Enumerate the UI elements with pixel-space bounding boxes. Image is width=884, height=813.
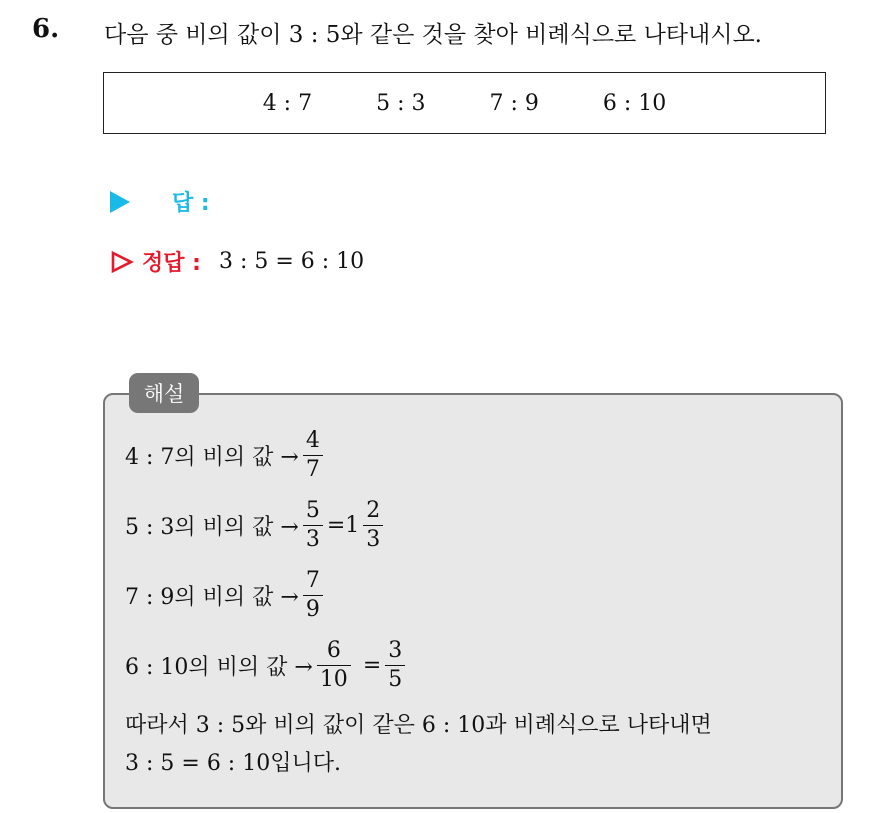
explanation-line: [125, 500, 387, 551]
explanation-line: [125, 640, 409, 691]
fraction-denominator: 9: [303, 595, 323, 621]
correct-answer-row: [110, 246, 364, 277]
line-text: 5 : 3의 비의 값 →: [125, 515, 299, 540]
mixed-whole: 1: [345, 513, 360, 538]
fraction-numerator: 6: [326, 638, 341, 663]
fraction-denominator: 3: [303, 525, 323, 551]
line-text: 7 : 9의 비의 값 →: [125, 585, 299, 610]
fraction: [363, 500, 383, 551]
fraction-numerator: 5: [305, 498, 320, 523]
choice-item: 6 : 10: [602, 90, 667, 116]
explanation-line: [125, 430, 327, 481]
answer-label: 답 :: [172, 191, 210, 216]
choices-box: [103, 72, 826, 134]
fraction-denominator: 3: [363, 525, 383, 551]
choice-item: 5 : 3: [376, 90, 426, 116]
explanation-conclusion: 따라서 3 : 5와 비의 값이 같은 6 : 10과 비례식으로 나타내면: [125, 713, 712, 738]
fraction-denominator: 10: [317, 665, 351, 691]
choice-item: 4 : 7: [262, 90, 313, 116]
equals-sign: =: [326, 513, 346, 538]
fraction-denominator: 7: [303, 455, 323, 481]
fraction: [303, 430, 323, 481]
explanation-conclusion: 3 : 5 = 6 : 10입니다.: [125, 751, 341, 776]
correct-answer-value: 3 : 5 = 6 : 10: [218, 249, 365, 274]
fraction-numerator: 3: [388, 638, 403, 663]
answer-row: [110, 186, 210, 217]
fraction: [303, 570, 323, 621]
fraction: [385, 640, 405, 691]
explanation-line: [125, 570, 327, 621]
fraction: [317, 640, 351, 691]
question-text: 다음 중 비의 값이 3 : 5와 같은 것을 찾아 비례식으로 나타내시오.: [104, 22, 762, 48]
play-outline-icon: [110, 250, 134, 274]
fraction-denominator: 5: [385, 665, 405, 691]
line-text: 6 : 10의 비의 값 →: [125, 655, 313, 680]
correct-answer-label: 정답 :: [142, 251, 201, 276]
play-filled-icon: [110, 191, 130, 213]
fraction: [303, 500, 323, 551]
question-number: 6.: [32, 14, 60, 44]
choice-item: 7 : 9: [489, 90, 539, 116]
line-text: 4 : 7의 비의 값 →: [125, 445, 299, 470]
explanation-tab: 해설: [129, 373, 199, 413]
fraction-numerator: 4: [305, 428, 320, 453]
fraction-numerator: 7: [305, 568, 320, 593]
equals-sign: =: [362, 653, 382, 678]
fraction-numerator: 2: [366, 498, 381, 523]
